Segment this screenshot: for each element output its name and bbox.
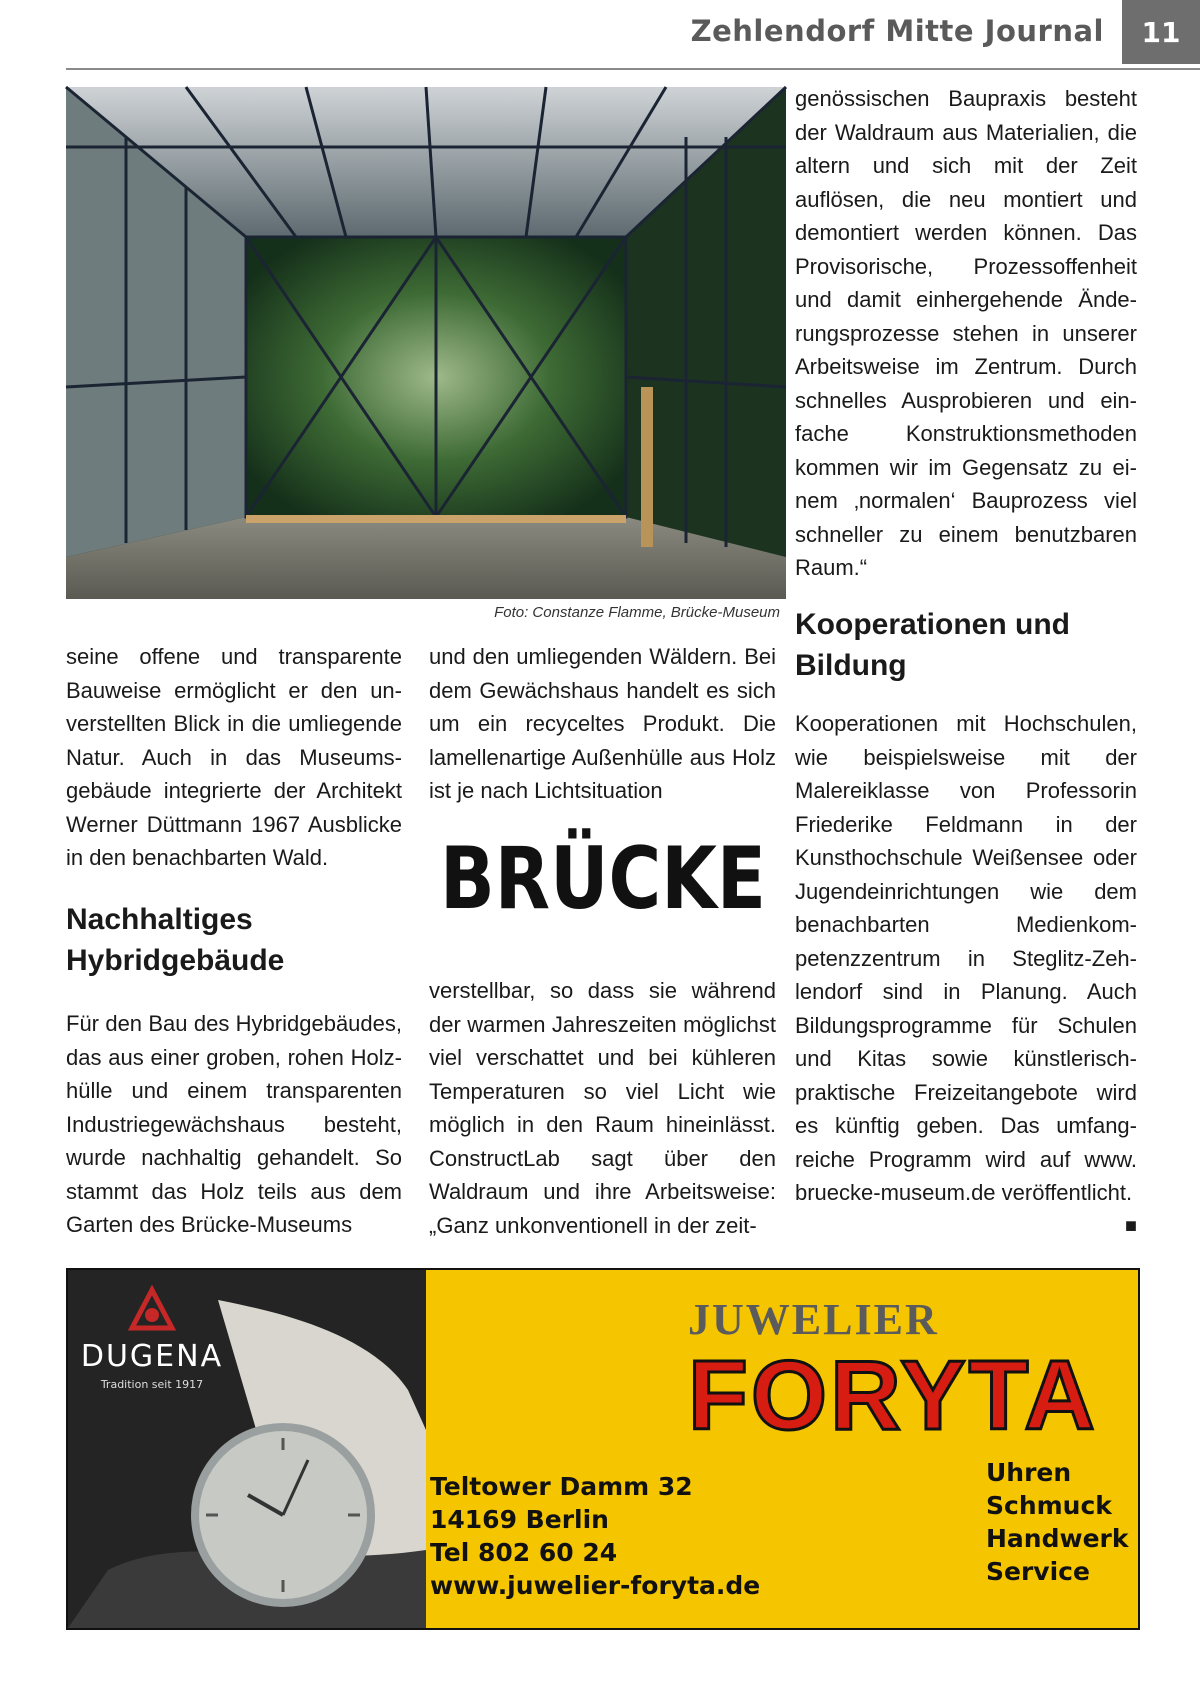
greenhouse-photo bbox=[66, 87, 786, 599]
photo-caption: Foto: Constanze Flamme, Brücke-Museum bbox=[494, 604, 780, 621]
ad-website[interactable]: www.juwelier-foryta.de bbox=[430, 1571, 761, 1600]
ad-address bbox=[430, 1470, 760, 1602]
dugena-logo-text: DUGENA bbox=[80, 1339, 224, 1374]
col1-intro: seine offene und transparente Bauweise ermöglicht er den unverstellten Blick in die umliegende Natur. Auch in das Museumsgebäude integrierte der Architekt Werner Düttmann 1967 Ausblicke in den benachbarten Wald. bbox=[66, 644, 402, 870]
bruecke-logo-text: BRÜCKE bbox=[440, 829, 831, 929]
dugena-tagline: Tradition seit 1917 bbox=[100, 1378, 204, 1391]
service-handwerk: Handwerk bbox=[986, 1524, 1129, 1553]
dugena-watch-panel bbox=[68, 1270, 426, 1628]
col1-body: Für den Bau des Hybridgebäudes, das aus einer groben, rohen Holzhülle und einem transparenten Industriegewächshaus besteht, wurde nachhaltig gehandelt. So stammt das Holz teils aus dem Garten des Brücke-Museums bbox=[66, 1011, 402, 1237]
page-number: 11 bbox=[1122, 0, 1200, 64]
ad-phone: Tel 802 60 24 bbox=[430, 1538, 618, 1567]
col2-bottom: verstellbar, so dass sie während der warmen Jahreszeiten möglichst viel verschattet und bei kühleren Temperaturen so viel Licht wie möglich in den Raum hineinlässt. ConstructLab sagt über den Waldraum und ihre Arbeitsweise: „Ganz unkonventionell in der zeit- bbox=[429, 978, 776, 1238]
ad-street: Teltower Damm 32 bbox=[430, 1472, 693, 1501]
service-uhren: Uhren bbox=[986, 1458, 1072, 1487]
greenhouse-illustration bbox=[66, 87, 786, 599]
foryta-logo: FORYTA bbox=[688, 1340, 1098, 1450]
bruecke-logo bbox=[436, 829, 831, 929]
journal-title: Zehlendorf Mitte Journal bbox=[690, 14, 1104, 48]
end-mark: ■ bbox=[1124, 1214, 1137, 1237]
ad-city: 14169 Berlin bbox=[430, 1505, 609, 1534]
right-top-paragraph: genössischen Baupraxis besteht der Waldraum aus Materialien, die altern und sich mit der Zeit auflösen, die neu montiert und demontiert werden können. Das Provisorische, Prozessoffenheit und damit einhergehende Änderungsprozesse stehen in unserer Arbeitsweise im Zentrum. Durch schnelles Ausprobieren und einfache Konstruktionsmethoden kommen wir im Gegensatz zu einem ‚normalen‘ Bauprozess viel schneller zu einem benutzbaren Raum.“ bbox=[795, 86, 1137, 580]
col2-top: und den umliegenden Wäldern. Bei dem Gewächshaus handelt es sich um ein recyceltes Produkt. Die lamellenartige Außenhülle aus Holz ist je nach Lichtsituation bbox=[429, 644, 776, 803]
service-service: Service bbox=[986, 1557, 1090, 1586]
ad-services bbox=[986, 1456, 1129, 1588]
col3-body-text: Kooperationen mit Hochschulen, wie beispielsweise mit der Malereiklasse von Professorin Friederike Feldmann in der Kunsthochschule Weißensee oder Jugendeinrichtungen wie dem benachbarten Medienkompetenzzentrum in Steglitz-Zehlendorf sind in Planung. Auch Bildungsprogramme für Schulen und Kitas sowie künstlerisch-praktische Freizeitangebote wird es künftig geben. Das umfangreiche Programm wird auf www. bruecke-museum.de veröffentlicht. bbox=[795, 711, 1137, 1205]
header-rule bbox=[66, 68, 1200, 70]
juwelier-label: JUWELIER bbox=[688, 1295, 939, 1344]
col3-body bbox=[795, 707, 1137, 1243]
col3-heading: Kooperationen und Bildung bbox=[795, 608, 1070, 682]
jeweler-advertisement bbox=[66, 1268, 1140, 1630]
col1-heading: Nachhaltiges Hybridgebäude bbox=[66, 903, 285, 977]
service-schmuck: Schmuck bbox=[986, 1491, 1112, 1520]
